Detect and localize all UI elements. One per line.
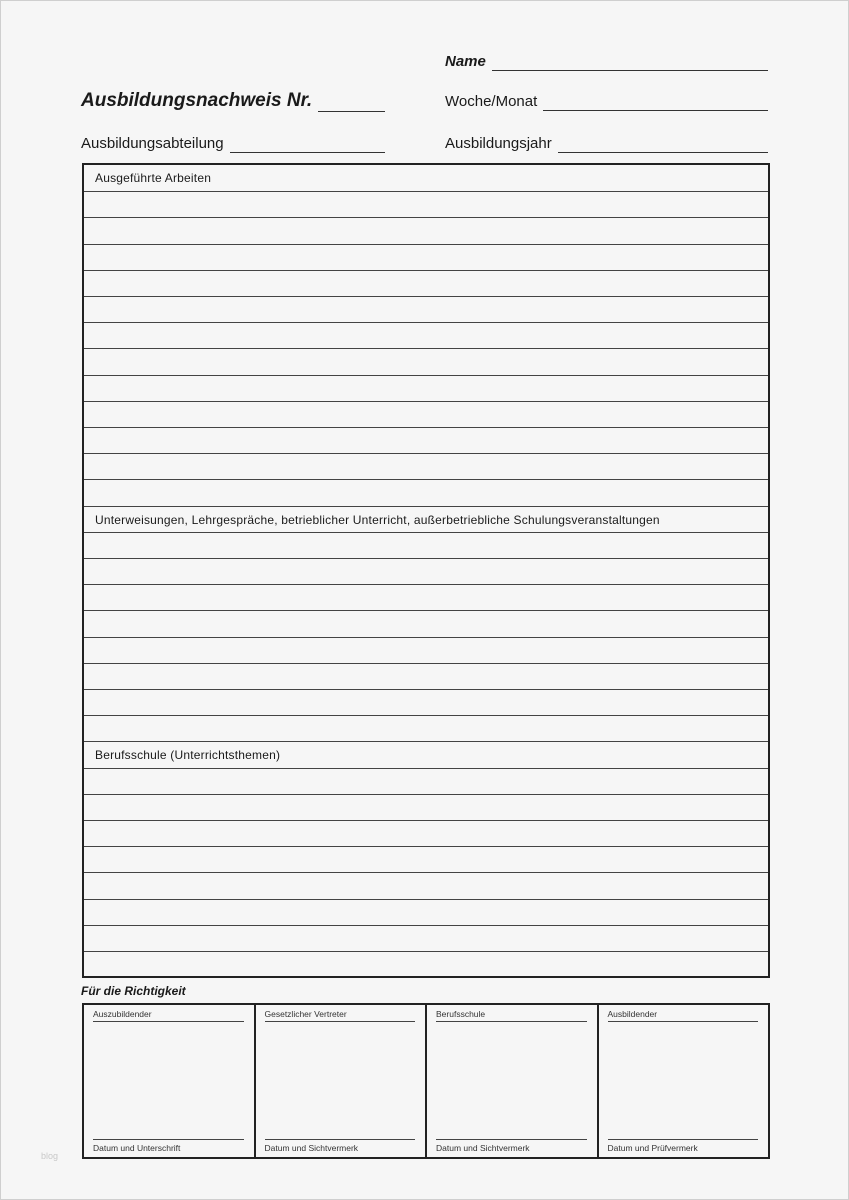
ausbildungsabteilung-label: Ausbildungsabteilung [81, 135, 224, 152]
signature-cell[interactable] [425, 1005, 597, 1157]
entry-line[interactable] [84, 244, 768, 271]
entry-line[interactable] [84, 296, 768, 323]
entry-line[interactable] [84, 951, 768, 978]
entry-line[interactable] [84, 610, 768, 637]
entry-line[interactable] [84, 820, 768, 847]
ausbildungsjahr-label: Ausbildungsjahr [445, 135, 552, 152]
section-heading: Berufsschule (Unterrichtsthemen) [84, 741, 768, 768]
entry-line[interactable] [84, 191, 768, 218]
entry-line[interactable] [84, 322, 768, 349]
entry-line[interactable] [84, 532, 768, 559]
entry-line[interactable] [84, 584, 768, 611]
entry-line[interactable] [84, 846, 768, 873]
entry-line[interactable] [84, 401, 768, 428]
entry-line[interactable] [84, 270, 768, 297]
signature-footer-label: Datum und Prüfvermerk [608, 1139, 759, 1153]
nachweis-number-field[interactable] [81, 90, 385, 112]
name-label: Name [445, 53, 486, 70]
ausbildungsjahr-line[interactable] [558, 138, 768, 153]
signature-footer-label: Datum und Sichtvermerk [436, 1139, 587, 1153]
signature-cell[interactable] [84, 1005, 254, 1157]
entry-line[interactable] [84, 872, 768, 899]
signature-role-label: Gesetzlicher Vertreter [265, 1009, 416, 1022]
entry-line[interactable] [84, 637, 768, 664]
woche-monat-field[interactable] [445, 93, 768, 111]
confirmation-title: Für die Richtigkeit [81, 984, 186, 998]
watermark: blog [41, 1151, 59, 1161]
entry-line[interactable] [84, 925, 768, 952]
entry-line[interactable] [84, 558, 768, 585]
section-heading: Ausgeführte Arbeiten [95, 171, 212, 186]
ausbildungsabteilung-field[interactable] [81, 135, 385, 153]
entry-line[interactable] [84, 427, 768, 454]
entry-line[interactable] [84, 453, 768, 480]
entry-line[interactable] [84, 715, 768, 742]
ausbildungsjahr-field[interactable] [445, 135, 768, 153]
entry-line[interactable] [84, 663, 768, 690]
signature-role-label: Berufsschule [436, 1009, 587, 1022]
signature-cell[interactable] [597, 1005, 769, 1157]
signature-cell[interactable] [254, 1005, 426, 1157]
entry-line[interactable] [84, 794, 768, 821]
section-heading: Unterweisungen, Lehrgespräche, betrieblicher Unterricht, außerbetriebliche Schulungsveranstaltungen [84, 506, 768, 533]
nachweis-number-line[interactable] [318, 97, 385, 112]
name-line[interactable] [492, 56, 768, 71]
signature-role-label: Auszubildender [93, 1009, 244, 1022]
entry-line[interactable] [84, 899, 768, 926]
entry-line[interactable] [84, 375, 768, 402]
ausbildungsabteilung-line[interactable] [230, 138, 385, 153]
woche-monat-line[interactable] [543, 96, 768, 111]
signature-footer-label: Datum und Unterschrift [93, 1139, 244, 1153]
signature-role-label: Ausbildender [608, 1009, 759, 1022]
entry-line[interactable] [84, 768, 768, 795]
entry-line[interactable] [84, 689, 768, 716]
entry-line[interactable] [84, 479, 768, 506]
name-field[interactable] [445, 53, 768, 71]
entry-line[interactable] [84, 348, 768, 375]
woche-monat-label: Woche/Monat [445, 93, 538, 110]
page-title: Ausbildungsnachweis Nr. [81, 90, 313, 111]
signature-footer-label: Datum und Sichtvermerk [265, 1139, 416, 1153]
report-table [82, 163, 770, 978]
signature-grid [82, 1003, 770, 1159]
entry-line[interactable] [84, 217, 768, 244]
